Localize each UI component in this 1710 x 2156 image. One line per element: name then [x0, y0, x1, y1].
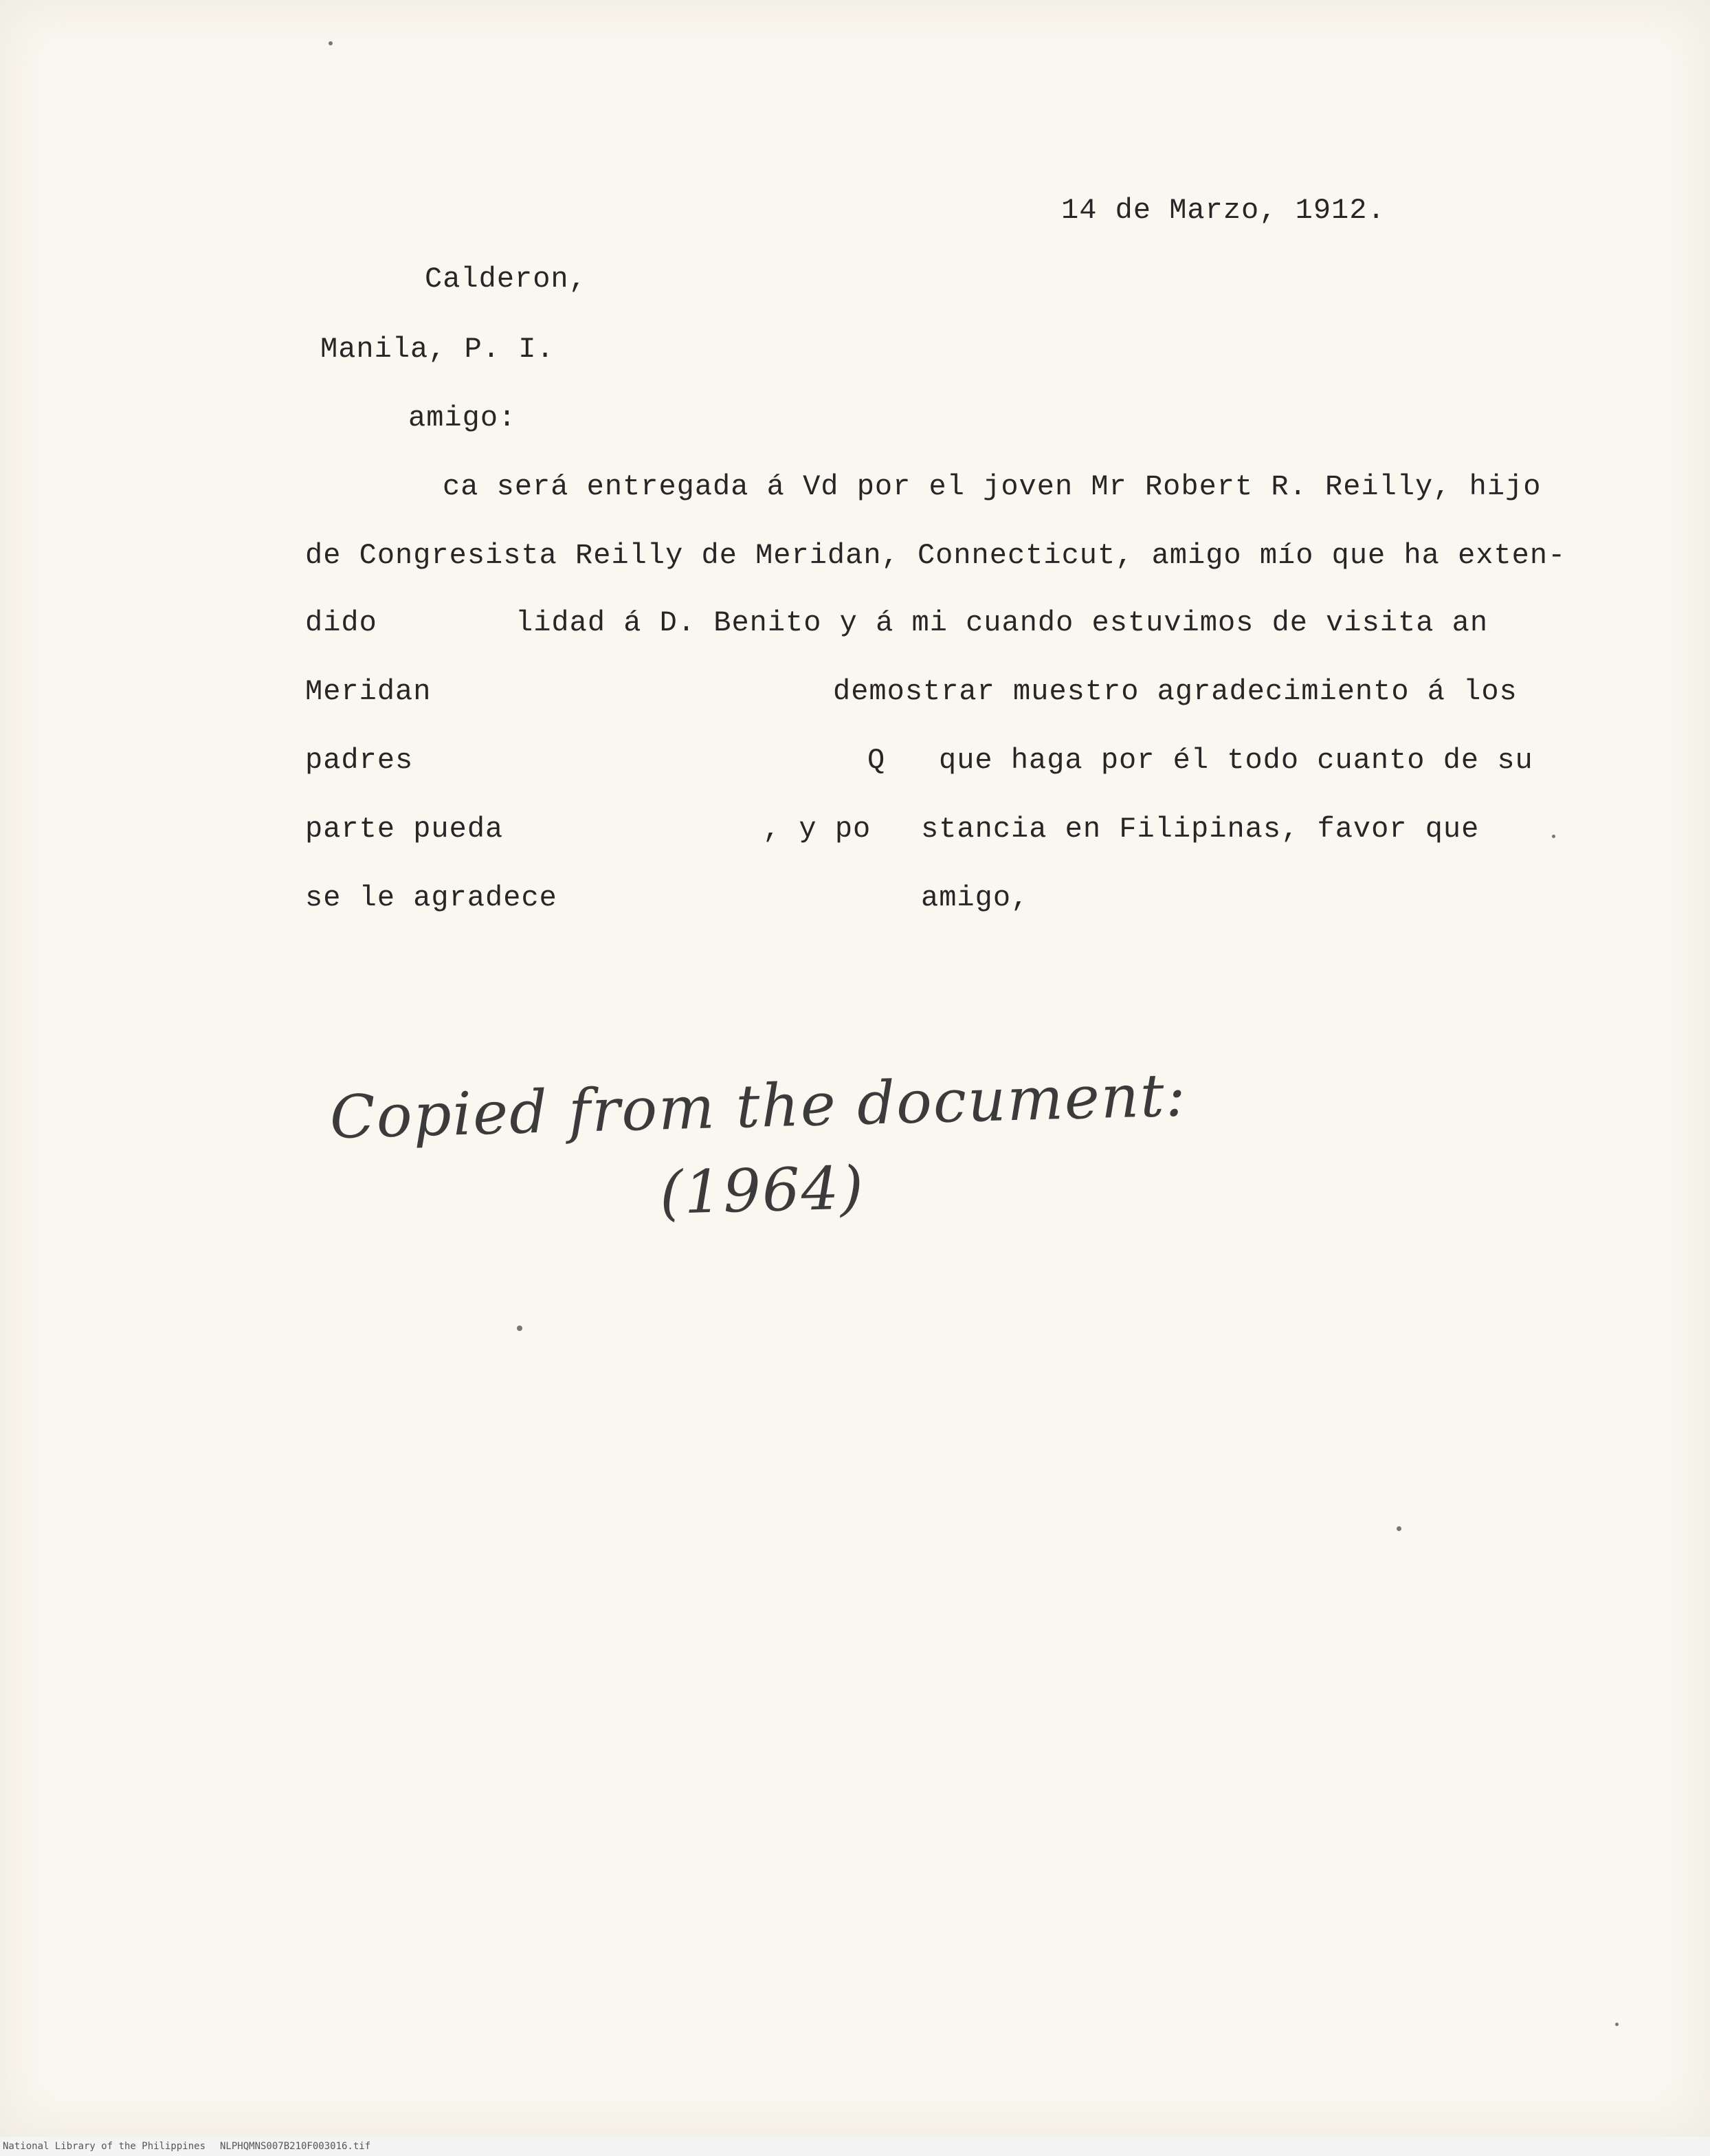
body-line-3-end: lidad á D. Benito y á mi cuando estuvimos de visita an [515, 606, 1489, 639]
scan-speck [1397, 1526, 1401, 1531]
body-line-1: ca será entregada á Vd por el joven Mr Robert R. Reilly, hijo [443, 470, 1542, 503]
scan-speck [1615, 2023, 1619, 2026]
scan-speck [517, 1326, 522, 1331]
handwritten-note-line1: Copied from the document: [329, 1061, 1188, 1152]
body-line-5-end: que haga por él todo cuanto de su [939, 744, 1533, 777]
scan-footer-strip [0, 2137, 1710, 2156]
recipient-name: Calderon, [425, 263, 587, 296]
scan-speck [329, 41, 333, 45]
body-line-7-end: amigo, [921, 881, 1030, 914]
body-line-6-mid: , y po [763, 813, 871, 846]
footer-file-name: NLPHQMNS007B210F003016.tif [220, 2141, 371, 2152]
body-line-4-start: Meridan [305, 675, 432, 708]
body-line-6-start: parte pueda [305, 813, 504, 846]
scan-speck [1552, 835, 1555, 838]
salutation: amigo: [408, 402, 517, 434]
footer-library-label: National Library of the Philippines [3, 2141, 206, 2152]
body-line-7-start: se le agradece [305, 881, 557, 914]
letter-date: 14 de Marzo, 1912. [1061, 194, 1386, 227]
body-line-5-start: padres [305, 744, 414, 777]
body-line-2: de Congresista Reilly de Meridan, Connecticut, amigo mío que ha exten- [305, 539, 1566, 572]
body-line-6-end: stancia en Filipinas, favor que [921, 813, 1480, 846]
body-line-3-start: dido [305, 606, 377, 639]
recipient-place: Manila, P. I. [320, 333, 555, 366]
body-line-4-end: demostrar muestro agradecimiento á los [833, 675, 1518, 708]
handwritten-note-year: (1964) [658, 1154, 866, 1228]
body-line-5-mid: Q [867, 744, 886, 777]
